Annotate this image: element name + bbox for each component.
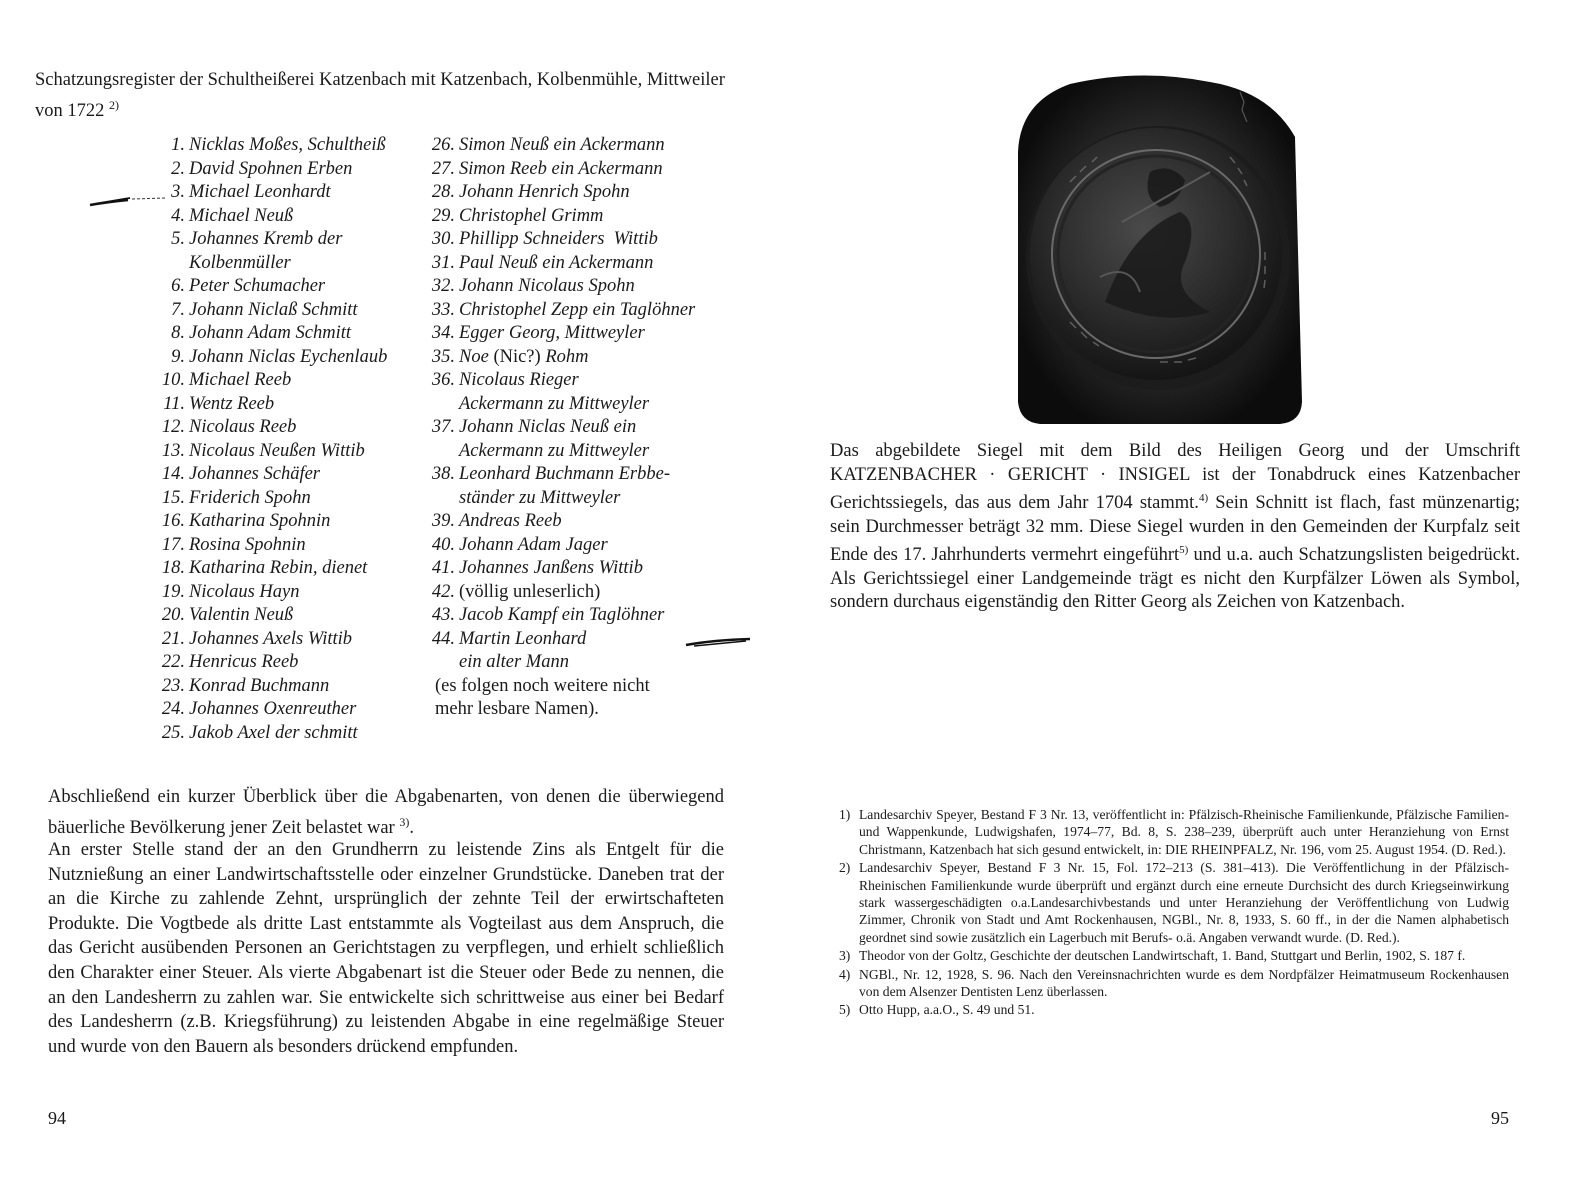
- list-item: 44. Martin Leonhard ein alter Mann: [431, 628, 587, 672]
- list-item: 9. Johann Niclas Eychenlaub: [171, 346, 388, 367]
- list-item: 37. Johann Niclas Neuß ein Ackermann zu Mittweyler: [431, 417, 650, 461]
- list-item: 40. Johann Adam Jager: [431, 534, 608, 555]
- seal-caption: Das abgebildete Siegel mit dem Bild des Heiligen Georg und der Umschrift KATZENBACHER · GERICHT · INSIGEL ist der Tonabdruck eines Katzenbacher Gerichtssiegels, das aus dem Jahr 1704 stammt.$^{4)}$ Sein Schnitt ist flach, fast münzenartig; sein Durchmesser beträgt 32 mm. Diese Siegel wurden in den Gemeinden der Kurpfalz seit Ende des 17. Jahrhunderts vermehrt eingeführt$^{5)}$ und u.a. auch Schatzungslisten beigedrückt. Als Gerichtssiegel einer Landgemeinde trägt es nicht den Kurpfälzer Löwen als Symbol, sondern durchaus eigenständig den Ritter Georg als Zeichen von Katzenbach.: [830, 441, 1520, 613]
- register-note: (es folgen noch weitere nicht: [435, 675, 650, 696]
- list-item: 34. Egger Georg, Mittweyler: [431, 323, 645, 343]
- list-item: 18. Katharina Rebin, dienet: [161, 558, 368, 578]
- list-item: 23. Konrad Buchmann: [161, 675, 330, 696]
- list-item: 12. Nicolaus Reeb: [161, 417, 297, 437]
- list-item: 38. Leonhard Buchmann Erbbe- ständer zu Mittweyler: [431, 464, 671, 508]
- register-column-2: [415, 134, 715, 722]
- list-item: 20. Valentin Neuß: [161, 605, 294, 625]
- list-item: 39. Andreas Reeb: [431, 511, 562, 531]
- list-item: 26. Simon Neuß ein Ackermann: [431, 135, 665, 155]
- list-item: 7. Johann Niclaß Schmitt: [171, 299, 358, 320]
- footnote: 3) Theodor von der Goltz, Geschichte der deutschen Landwirtschaft, 1. Band, Stuttgart und Berlin, 1902, S. 187 f.: [839, 948, 1466, 964]
- list-item: 10. Michael Reeb: [161, 370, 292, 390]
- list-item: 13. Nicolaus Neußen Wittib: [161, 440, 365, 461]
- list-item: 42. (völlig unleserlich): [431, 581, 601, 602]
- page-number: 95: [1491, 1108, 1509, 1128]
- right-page: [787, 0, 1575, 1190]
- list-item: 21. Johannes Axels Wittib: [161, 628, 353, 649]
- list-item: 27. Simon Reeb ein Ackermann: [431, 158, 663, 179]
- footnote: 1) Landesarchiv Speyer, Bestand F 3 Nr. 13, veröffentlicht in: Pfälzisch-Rheinische Familienkunde, Pfälzische Familien- und Wappenkunde, Ludwigshafen, 1974–77, Bd. 8, S. 238–239, überprüft auch unter Heranziehung von Ernst Christmann, Katzenbach hat sich gesund entwickelt, in: DIE RHEINPFALZ, Nr. 196, vom 25. August 1954. (D. Red.).: [839, 807, 1509, 857]
- list-item: 33. Christophel Zepp ein Taglöhner: [431, 299, 696, 320]
- list-item: 6. Peter Schumacher: [171, 276, 326, 296]
- list-item: 8. Johann Adam Schmitt: [171, 323, 352, 343]
- list-item: 4. Michael Neuß: [171, 205, 294, 226]
- footnote: 5) Otto Hupp, a.a.O., S. 49 und 51.: [839, 1002, 1035, 1018]
- footnote-ref: 4): [1198, 492, 1209, 504]
- left-page: [0, 0, 787, 1190]
- footnote-ref: 3): [399, 814, 410, 829]
- list-item: 29. Christophel Grimm: [431, 205, 604, 226]
- list-item: 32. Johann Nicolaus Spohn: [431, 276, 635, 296]
- footnote-ref: 2): [109, 98, 119, 112]
- footnote: 2) Landesarchiv Speyer, Bestand F 3 Nr. 15, Fol. 172–213 (S. 381–413). Die Veröffentlichung in der Pfälzisch-Rheinischen Familienkunde wurde überprüft und ergänzt durch eine erneute Durchsicht des durch Kriegseinwirkung stark wassergeschädigten o.a.Landesarchivbestands und unter Heranziehung der Veröffentlichung von Ludwig Zimmer, Chronik von Stadt und Amt Rockenhausen, NGBl., Nr. 8, 1933, S. 60 ff., in der die Namen alphabetisch geordnet sind sowie zusätzlich ein Lagerbuch mit Berufs- o.ä. Angaben verwandt wurde. (D. Red.).: [839, 860, 1509, 945]
- register-note: mehr lesbare Namen).: [435, 699, 599, 719]
- footnote-ref: 5): [1179, 544, 1189, 557]
- list-item: 24. Johannes Oxenreuther: [161, 699, 357, 719]
- list-item: 3. Michael Leonhardt: [171, 182, 331, 202]
- register-column-1: [145, 134, 425, 745]
- list-item: 14. Johannes Schäfer: [161, 464, 321, 484]
- list-item: 25. Jakob Axel der schmitt: [161, 722, 358, 743]
- list-item: 2. David Spohnen Erben: [171, 158, 353, 179]
- list-item: 15. Friderich Spohn: [161, 487, 311, 508]
- list-item: 19. Nicolaus Hayn: [161, 581, 300, 602]
- seal-photo: [1010, 62, 1310, 436]
- list-item: 28. Johann Henrich Spohn: [431, 182, 630, 202]
- list-item: 16. Katharina Spohnin: [161, 511, 331, 531]
- list-item: 1. Nicklas Moßes, Schultheiß: [171, 135, 386, 155]
- page-number: 94: [48, 1108, 66, 1128]
- register-intro: Schatzungsregister der Schultheißerei Katzenbach mit Katzenbach, Kolbenmühle, Mittweiler von 1722 $^{2)}$: [35, 70, 725, 122]
- list-item: 35. Noe (Nic?) Rohm: [431, 346, 589, 367]
- list-item: 31. Paul Neuß ein Ackermann: [431, 252, 654, 273]
- list-item: 17. Rosina Spohnin: [161, 534, 306, 555]
- list-item: 11. Wentz Reeb: [163, 393, 275, 414]
- list-item: 5. Johannes Kremb der Kolbenmüller: [171, 229, 343, 273]
- list-item: 36. Nicolaus Rieger Ackermann zu Mittweyler: [431, 370, 650, 414]
- list-item: 30. Phillipp Schneiders Wittib: [431, 229, 658, 249]
- list-item: 41. Johannes Janßens Wittib: [431, 558, 643, 578]
- footnotes: [839, 806, 1509, 1020]
- paragraph: Abschließend ein kurzer Überblick über die Abgabenarten, von denen die überwiegend bäuerliche Bevölkerung jener Zeit belastet war $^{3)}$.: [48, 787, 724, 838]
- paragraph: An erster Stelle stand der an den Grundherrn zu leistende Zins als Entgelt für die Nutznießung an einer Landwirtschaftsstelle oder einzelner Grundstücke. Daneben trat der an die Kirche zu zahlende Zehnt, ursprünglich der zehnte Teil der erwirtschafteten Produkte. Die Vogtbede als dritte Last entstammte als Vogteilast aus dem Anspruch, die das Gericht ausübenden Personen an Gerichtstagen zu verpflegen, und erhielt schließlich den Charakter einer Steuer. Als vierte Abgabenart ist die Steuer oder Bede zu nennen, die an den Landesherrn zu zahlen war. Sie entwickelte sich schrittweise aus einer bei Bedarf des Landesherrn (z.B. Kriegsführung) zu leistenden Abgabe in eine regelmäßige Steuer und wurde von den Bauern als besonders drückend empfunden.: [48, 840, 724, 1057]
- list-item: 22. Henricus Reeb: [161, 652, 299, 672]
- footnote: 4) NGBl., Nr. 12, 1928, S. 96. Nach den Vereinsnachrichten wurde es dem Nordpfälzer Heimatmuseum Rockenhausen von dem Alsenzer Dentisten Lenz überlassen.: [839, 966, 1509, 1000]
- list-item: 43. Jacob Kampf ein Taglöhner: [431, 605, 665, 625]
